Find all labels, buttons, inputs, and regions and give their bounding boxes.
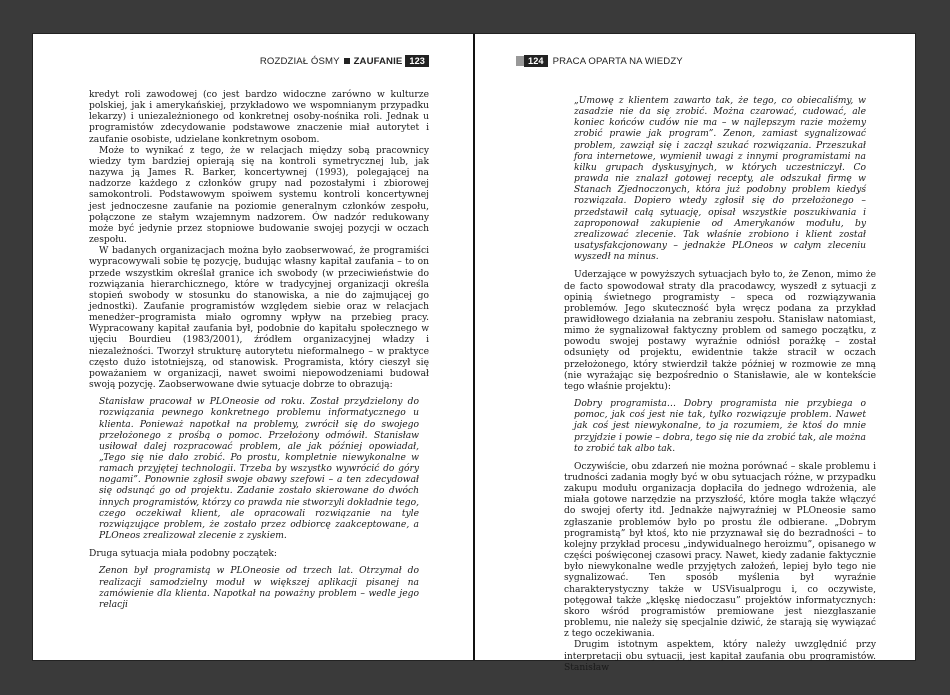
quoted-passage: Stanisław pracował w PLOneosie od roku. Został przydzielony do rozwiązania pewnego konkretnego problemu informatycznego u klienta. Ponieważ napotkał na problemy, zwrócił się do swojego przełożonego z prośbą o pomoc. Przełożony odmówił. Stanisław usiłował dalej rozpracować problem, ale jak później opowiadał, „Tego się nie dało zrobić. Po prostu, kompletnie niewykonalne w ramach przyjętej technologii. Trzeba by wszystko wywrócić do góry nogami”. Ponownie zgłosił swoje obawy szefowi – a ten zdecydował się odsunąć go od projektu. Zadanie zostało skierowane do dwóch innych programistów, którzy co prawda nie stworzyli dokładnie tego, czego oczekiwał klient, ale opracowali rozwiązanie na tyle rozwiązujące problem, że zostało przez odbiorcę zaakceptowane, a PLOneos zrealizował zlecenie z zyskiem. bbox=[99, 397, 419, 542]
header-bar-icon bbox=[516, 56, 524, 66]
right-page bbox=[475, 34, 915, 673]
left-body-text bbox=[89, 90, 429, 618]
square-bullet-icon bbox=[344, 58, 350, 64]
book-spread bbox=[33, 34, 915, 673]
quoted-passage: „Umowę z klientem zawarto tak, że tego, co obiecaliśmy, w zasadzie nie da się zrobić. Można czarować, cudować, ale koniec końców cudów nie ma – w najlepszym razie możemy zrobić prawie jak program”. Zenon, zamiast sygnalizować problem, zawziął się i zaczął szukać rozwiązania. Przeszukał fora internetowe, wymienił uwagi z innymi programistami na kilku grupach dyskusyjnych, w których uczestniczył. Co prawda nie znalazł gotowej recepty, ale odszukał firmę w Stanach Zjednoczonych, która już podobny problem kiedyś rozwiązała. Dopiero wtedy zgłosił się do przełożonego – przedstawił całą sytuację, opisał wszystkie poszukiwania i zaproponował zakupienie od Amerykanów modułu, by zrealizować zlecenie. Tak właśnie zrobiono i klient został usatysfakcjonowany – jednakże PLOneos w całym zleceniu wyszedł na minus. bbox=[574, 96, 866, 263]
quoted-passage: Zenon był programistą w PLOneosie od trzech lat. Otrzymał do realizacji samodzielny moduł w większej aplikacji pisanej na zamówienie dla klienta. Napotkał na poważny problem – wedle jego relacji bbox=[99, 566, 419, 610]
page-number: 124 bbox=[524, 55, 548, 67]
page-number: 123 bbox=[405, 55, 429, 67]
left-running-header bbox=[260, 55, 429, 67]
right-body-text bbox=[564, 90, 876, 674]
paragraph: Druga sytuacja miała podobny początek: bbox=[89, 549, 277, 560]
right-running-header bbox=[516, 55, 683, 67]
running-title: PRACA OPARTA NA WIEDZY bbox=[552, 55, 683, 67]
paragraph: Uderzające w powyższych sytuacjach było to, że Zenon, mimo że de facto spowodował straty dla pracodawcy, wyszedł z sytuacji z opinią świetnego programisty – speca od rozwiązywania problemów. Jego skuteczność była wręcz podana za przykład prawidłowego działania na zebraniu zespołu. Stanisław natomiast, mimo że sygnalizował faktyczny problem od samego początku, z powodu swojej postawy wyraźnie odniósł porażkę – został odsunięty od projektu, ewidentnie także stracił w oczach przełożonego, który stwierdził także później w rozmowie ze mną (nie wyrażając się bezpośrednio o Stanisławie, ale w kontekście tego właśnie projektu): bbox=[564, 270, 876, 392]
quoted-passage: Dobry programista… Dobry programista nie przybiega o pomoc, jak coś jest nie tak, tylko rozwiązuje problem. Nawet jak coś jest niewykonalne, to ja rozumiem, że ktoś do mnie przyjdzie i powie – dobra, tego się nie da zrobić tak, ale można to zrobić tak albo tak. bbox=[574, 399, 866, 454]
paragraph: Drugim istotnym aspektem, który należy uwzględnić przy interpretacji obu sytuacji, jest kapitał zaufania obu programistów. Stanisław bbox=[564, 640, 876, 673]
paragraph: kredyt roli zawodowej (co jest bardzo widoczne zarówno w kulturze polskiej, jak i amerykańskiej, przykładowo we wspomnianym przypadku lekarzy) i uniezależnionego od konkretnej osoby-nośnika roli. Jednak u programistów zdecydowanie podstawowe znaczenie miał autorytet i zaufanie osobiste, udzielane konkretnym osobom. bbox=[89, 90, 429, 145]
section-title: ZAUFANIE bbox=[353, 55, 403, 67]
chapter-title: ROZDZIAŁ ÓSMY bbox=[259, 55, 340, 67]
paragraph: Oczywiście, obu zdarzeń nie można porównać – skale problemu i trudności zadania mogły być w obu sytuacjach różne, w przypadku zakupu modułu organizacja dopłaciła do jednego wdrożenia, ale miała gotowe narzędzie na przyszłość, które mogła także włączyć do swojej oferty itd. Jednakże najwyraźniej w PLOneosie samo zgłaszanie problemów było po prostu źle odbierane. „Dobrym programistą” był ktoś, kto nie przyznawał się do bezradności – to kolejny przykład procesu „indywidualnego heroizmu”, opisanego w części poświęconej czasowi pracy. Nawet, kiedy zadanie faktycznie było niewykonalne wedle przyjętych założeń, lepiej było tego nie sygnalizować. Ten sposób myślenia był wyraźnie charakterystyczny także w USVisualprogu i, co oczywiste, potęgował także „klęskę niedoczasu” projektów informatycznych: skoro wśród programistów premiowane jest niezgłaszanie problemu, nie należy się specjalnie dziwić, że starają się wywiązać z tego oczekiwania. bbox=[564, 461, 876, 640]
paragraph: Może to wynikać z tego, że w relacjach między sobą pracownicy wiedzy tym bardziej opierają się na kontroli symetrycznej lub, jak nazywa ją James R. Barker, koncertywnej (1993), polegającej na nadzorze każdego z członków grupy nad pozostałymi i zbiorowej samokontroli. Podstawowym spoiwem systemu kontroli koncertywnej jest jednoczesne zaufanie na poziomie generalnym członków zespołu, połączone ze stałym wzajemnym nadzorem. Ów nadzór redukowany może być jedynie przez stopniowe budowanie swojej pozycji w oczach zespołu. bbox=[89, 145, 429, 246]
paragraph: W badanych organizacjach można było zaobserwować, że programiści wypracowywali sobie tę pozycję, budując własny kapitał zaufania – to on przede wszystkim określał granice ich swobody (w przeciwieństwie do rozwiązania hierarchicznego, które w tradycyjnej organizacji określa stopień swobody w stosunku do stanowiska, a nie do zajmującej go jednostki). Zaufanie programistów względem siebie oraz w relacjach menedżer–programista miało ogromny wpływ na przebieg pracy. Wypracowany kapitał zaufania był, podobnie do kapitału społecznego w ujęciu Bourdieu (1983/2001), źródłem organizacyjnej władzy i niezależności. Tworzył strukturę autorytetu nieformalnego – w praktyce często dużo istotniejszą, od stanowisk. Programista, który cieszył się poważaniem w organizacji, nawet swoimi niepowodzeniami budował swoją pozycję. Zaobserwowane dwie sytuacje dobrze to obrazują: bbox=[89, 246, 429, 391]
left-page bbox=[33, 34, 473, 660]
